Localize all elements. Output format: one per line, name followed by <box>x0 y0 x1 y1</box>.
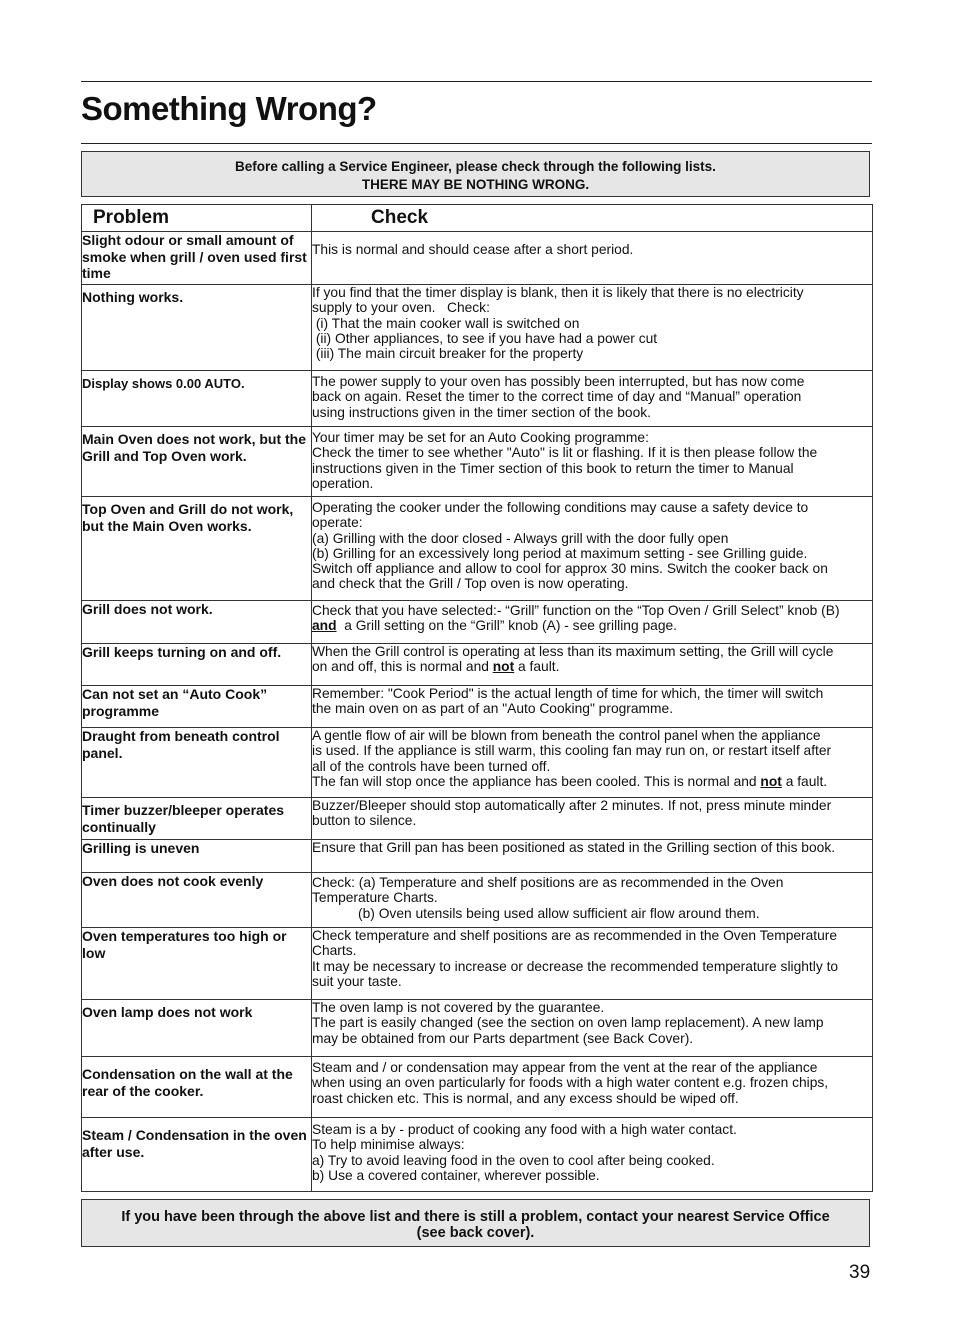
check-line: Ensure that Grill pan has been positioned as stated in the Grilling section of this book. <box>312 840 836 855</box>
problem-cell: Draught from beneath control panel. <box>82 728 312 798</box>
check-line: Remember: "Cook Period" is the actual length of time for which, the timer will switch <box>312 686 824 701</box>
check-line: (b) Grilling for an excessively long period at maximum setting - see Grilling guide. <box>312 545 808 561</box>
check-line: button to silence. <box>312 813 417 829</box>
footer-box <box>81 1199 870 1247</box>
problem-cell: Oven lamp does not work <box>82 1000 312 1057</box>
check-line: operate: <box>312 515 363 531</box>
check-line: b) Use a covered container, wherever possible. <box>312 1167 600 1183</box>
check-cell <box>312 1000 873 1057</box>
table-row <box>82 232 873 285</box>
check-cell <box>312 1057 873 1118</box>
check-line: (i) That the main cooker wall is switched on <box>312 315 580 331</box>
check-line: Switch off appliance and allow to cool for approx 30 mins. Switch the cooker back on <box>312 561 828 577</box>
check-cell <box>312 427 873 497</box>
check-text: a fault. <box>781 773 828 789</box>
check-cell <box>312 686 873 728</box>
check-cell <box>312 798 873 840</box>
check-line: Check that you have selected:- “Grill” function on the “Top Oven / Grill Select” knob (B) <box>312 603 840 618</box>
check-cell <box>312 601 873 644</box>
page-title: Something Wrong? <box>81 90 377 127</box>
problem-cell: Oven does not cook evenly <box>82 873 312 928</box>
problem-cell: Slight odour or small amount of smoke when grill / oven used first time <box>82 232 312 285</box>
table-row <box>82 1000 873 1057</box>
check-line: If you find that the timer display is blank, then it is likely that there is no electricity <box>312 285 804 300</box>
check-cell <box>312 497 873 601</box>
check-line: Steam and / or condensation may appear from the vent at the rear of the appliance <box>312 1060 818 1075</box>
check-text: The fan will stop once the appliance has been cooled. This is normal and <box>312 773 761 789</box>
emphasis-text: and <box>312 618 337 634</box>
problem-cell: Main Oven does not work, but the Grill and Top Oven work. <box>82 427 312 497</box>
check-cell <box>312 928 873 1000</box>
table-row <box>82 497 873 601</box>
check-line: This is normal and should cease after a short period. <box>312 242 634 257</box>
notice-box <box>81 151 870 197</box>
check-text: a fault. <box>514 659 560 675</box>
table-row <box>82 840 873 873</box>
check-line: the main oven on as part of an "Auto Cooking" programme. <box>312 701 674 717</box>
check-line: (ii) Other appliances, to see if you have had a power cut <box>312 330 658 346</box>
table-row <box>82 285 873 371</box>
table-body <box>82 232 873 1192</box>
check-line: roast chicken etc. This is normal, and any excess should be wiped off. <box>312 1090 739 1106</box>
problem-cell: Top Oven and Grill do not work, but the Main Oven works. <box>82 497 312 601</box>
check-line: (b) Oven utensils being used allow sufficient air flow around them. <box>312 905 760 921</box>
check-line: To help minimise always: <box>312 1137 465 1153</box>
check-line: Check temperature and shelf positions are as recommended in the Oven Temperature <box>312 928 838 943</box>
table-row <box>82 798 873 840</box>
check-line: Your timer may be set for an Auto Cooking programme: <box>312 430 649 445</box>
check-line: A gentle flow of air will be blown from beneath the control panel when the appliance <box>312 728 821 743</box>
check-cell <box>312 371 873 427</box>
check-cell <box>312 1118 873 1192</box>
check-line: (iii) The main circuit breaker for the property <box>312 346 584 362</box>
table-row <box>82 601 873 644</box>
check-line: instructions given in the Timer section of this book to return the timer to Manual <box>312 460 794 476</box>
problem-cell: Grilling is uneven <box>82 840 312 873</box>
check-line: operation. <box>312 475 374 491</box>
table-row <box>82 928 873 1000</box>
emphasis-text: not <box>492 659 515 675</box>
problem-cell: Grill does not work. <box>82 601 312 644</box>
check-line: Temperature Charts. <box>312 890 438 906</box>
page-number: 39 <box>849 1262 871 1283</box>
check-line: supply to your oven. Check: <box>312 300 490 316</box>
table-row <box>82 728 873 798</box>
problem-cell: Oven temperatures too high or low <box>82 928 312 1000</box>
check-line: a) Try to avoid leaving food in the oven to cool after being cooked. <box>312 1152 715 1168</box>
check-line: when using an oven particularly for foods with a high water content e.g. frozen chips, <box>312 1075 829 1091</box>
table-header-row <box>82 205 873 232</box>
check-cell <box>312 232 873 285</box>
problem-cell: Can not set an “Auto Cook” programme <box>82 686 312 728</box>
emphasis-text: not <box>760 773 782 789</box>
notice-line-2: THERE MAY BE NOTHING WRONG. <box>361 177 590 192</box>
check-cell <box>312 644 873 686</box>
check-line: Check the timer to see whether "Auto" is lit or flashing. If it is then please follow the <box>312 445 818 461</box>
title-rule <box>81 143 872 144</box>
check-line: Charts. <box>312 943 357 959</box>
check-line: is used. If the appliance is still warm, this cooling fan may run on, or restart itself after <box>312 743 832 759</box>
check-cell <box>312 840 873 873</box>
table-row <box>82 873 873 928</box>
check-line <box>312 659 872 674</box>
check-line: may be obtained from our Parts department (see Back Cover). <box>312 1030 694 1046</box>
problem-cell: Steam / Condensation in the oven after use. <box>82 1118 312 1192</box>
check-line: and check that the Grill / Top oven is now operating. <box>312 576 629 592</box>
check-line: all of the controls have been turned off. <box>312 758 551 774</box>
check-line: using instructions given in the timer section of the book. <box>312 404 651 420</box>
check-line: Steam is a by - product of cooking any food with a high water contact. <box>312 1122 737 1137</box>
check-cell <box>312 728 873 798</box>
table-row <box>82 644 873 686</box>
table-row <box>82 427 873 497</box>
problem-column-header: Problem <box>82 205 312 232</box>
table-row <box>82 686 873 728</box>
check-line: The oven lamp is not covered by the guarantee. <box>312 1000 605 1015</box>
footer-line-2: (see back cover). <box>416 1225 535 1241</box>
troubleshooting-table <box>81 204 873 1192</box>
check-line <box>312 618 872 633</box>
check-cell <box>312 285 873 371</box>
check-line: Operating the cooker under the following conditions may cause a safety device to <box>312 500 809 515</box>
check-line: Buzzer/Bleeper should stop automatically after 2 minutes. If not, press minute minder <box>312 798 832 813</box>
problem-cell: Condensation on the wall at the rear of the cooker. <box>82 1057 312 1118</box>
problem-cell: Nothing works. <box>82 285 312 371</box>
table-row <box>82 371 873 427</box>
check-line: back on again. Reset the timer to the correct time of day and “Manual” operation <box>312 389 802 405</box>
check-line: It may be necessary to increase or decrease the recommended temperature slightly to <box>312 958 839 974</box>
check-cell <box>312 873 873 928</box>
problem-cell: Display shows 0.00 AUTO. <box>82 371 312 427</box>
check-line: suit your taste. <box>312 973 402 989</box>
check-line: Check: (a) Temperature and shelf positions are as recommended in the Oven <box>312 875 784 890</box>
notice-line-1: Before calling a Service Engineer, please check through the following lists. <box>235 159 716 174</box>
check-line: The power supply to your oven has possibly been interrupted, but has now come <box>312 374 805 389</box>
problem-cell: Grill keeps turning on and off. <box>82 644 312 686</box>
top-rule <box>81 81 872 82</box>
check-text: a Grill setting on the “Grill” knob (A) - see grilling page. <box>336 618 677 634</box>
table-row <box>82 1118 873 1192</box>
check-line: When the Grill control is operating at less than its maximum setting, the Grill will cycle <box>312 644 834 659</box>
check-line: (a) Grilling with the door closed - Always grill with the door fully open <box>312 530 729 546</box>
problem-cell: Timer buzzer/bleeper operates continually <box>82 798 312 840</box>
check-column-header: Check <box>312 205 873 232</box>
check-line: The part is easily changed (see the section on oven lamp replacement). A new lamp <box>312 1015 824 1031</box>
footer-line-1: If you have been through the above list and there is still a problem, contact your nearest Service Office <box>121 1209 830 1225</box>
table-row <box>82 1057 873 1118</box>
check-text: on and off, this is normal and <box>312 659 493 675</box>
check-line <box>312 774 872 789</box>
